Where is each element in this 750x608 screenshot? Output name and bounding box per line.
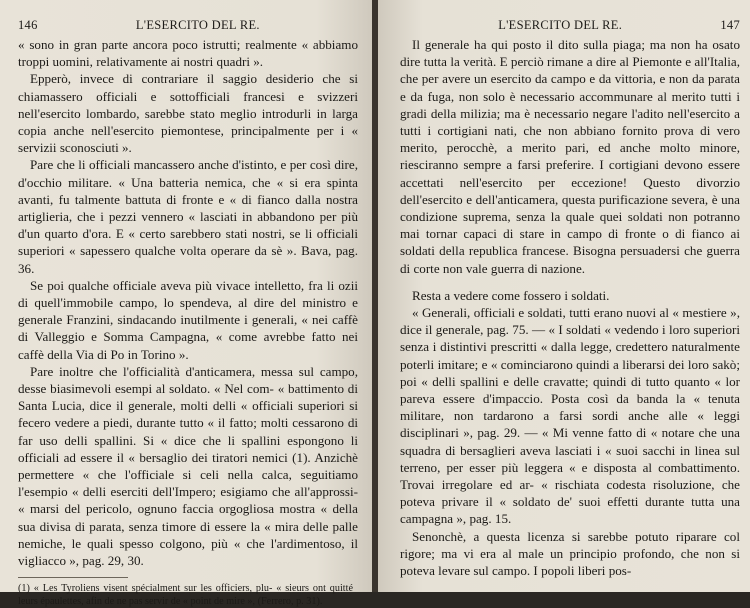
left-page-number: 146	[18, 18, 38, 32]
right-running-title: L'ESERCITO DEL RE.	[498, 18, 623, 32]
left-page-body	[18, 36, 358, 569]
right-page-number: 147	[720, 18, 740, 32]
left-page	[0, 0, 372, 608]
footnote-area	[18, 577, 353, 608]
paragraph: Se poi qualche officiale aveva più vivace intelletto, fra li ozii di quell'immobile campo, lo spendeva, al dire del ministro e generale Franzini, sindacando inutilmente i generali, « nei caffè di Valleggio e Somma Campagna, « come avrebbe fatto nei caffè della Via di Po in Torino ».	[18, 277, 358, 362]
paragraph: Epperò, invece di contrariare il saggio desiderio che si chiamassero officiali e sottofficiali francesi e svizzeri nell'esercito lombardo, sarebbe stato meglio introdurli in larga copia anche nell'esercito piemontese, principalmente per i « servizii sconosciuti ».	[18, 71, 358, 156]
left-running-title: L'ESERCITO DEL RE.	[135, 18, 260, 32]
paragraph: Pare inoltre che l'officialità d'anticamera, messa sul campo, desse biasimevoli esempi al soldato. « Nel com- « battimento di Santa Lucia, dice il generale, molti delli « officiali superiori si fecero vedere a piedi, durante tutto « il fatto; molti cessarono di far uso delli spallini. Si « dice che li spallini espongono li officiali ad essere il « bersaglio dei tiratori nemici (1). Anzichè permettere « che l'officiale si celi nella calca, seguitiamo l'esempio « delli eserciti dell'Impero; esigiamo che all'approssi- « marsi del pericolo, ognuno faccia orgogliosa mostra « della sua divisa di parata, senza timore di essere la « mira delle palle nemiche, le quali spesso colgono, più « che l'ardimentoso, il vigliacco », pag. 29, 30.	[18, 363, 358, 569]
paragraph: Resta a vedere come fossero i soldati.	[412, 287, 610, 303]
paragraph: Pare che li officiali mancassero anche d'istinto, e per così dire, d'occhio militare. « Una batteria nemica, che « si era spinta avanti, fu talmente battuta di fronte e « di fianco dalla nostra artiglieria, che i pezzi vennero « lasciati in abbandono per più d'un quarto d'ora. E « certo sarebbero stati nostri, se li officiali superiori « sapessero qualche volta operare da sè ». Bava, pag. 36.	[18, 157, 358, 276]
paragraph: « sono in gran parte ancora poco istrutti; realmente « abbiamo troppi uomini, relativamente ai nostri quadri ».	[18, 37, 358, 70]
paragraph: Il generale ha qui posto il dito sulla piaga; ma non ha osato dire tutta la verità. E perciò rimane a dire al Piemonte e all'Italia, che per avere un esercito da campo e da vittoria, e non da parata e da fuga, non solo è necessario accommunare al merito tutti i gradi della milizia; ma è necessario negare l'adito nell'esercito a tutti i cortigiani nati, che non abbiano fornito prova di vero merito, perocchè, a merito pari, ed anche molto minore, riesciranno sempre a farsi preferire. I cortigiani devono essere accettati nell'esercito per eccezione! Questo divorzio dell'esercito e dell'anticamera, questa purificazione severa, è una condizione suprema, senza la quale quei soldati non potranno mai tornar capaci di stare in campo di fronte o di fianco ai soldati della republica francese. Bisogna persuadersi che guerra di corte non vale guerra di nazione.	[400, 37, 740, 276]
right-running-head	[400, 18, 740, 33]
right-page-body	[400, 36, 740, 579]
footnote: (1) « Les Tyroliens visent spécialment sur les officiers, plu- « sieurs ont quitté leurs épaulettes, afin de ne pas servir de « point de mire », (Ferrero, p. 31).	[18, 583, 353, 608]
left-running-head	[18, 18, 358, 33]
paragraph: Senonchè, a questa licenza si sarebbe potuto riparare col rigore; ma vi era al male un principio profondo, che non si poteva levare sul campo. I popoli liberi pos-	[400, 528, 740, 579]
paragraph: « Generali, officiali e soldati, tutti erano nuovi al « mestiere », dice il generale, pag. 75. — « I soldati « vedendo i loro superiori senza i distintivi prescritti « dalla legge, credettero naturalmente poterli imitare; e « cominciarono quindi a liberarsi dei loro sakò; poi « delli spallini e delle cravatte; quindi di tutto quanto « lor pareva essere d'impaccio. Posta così da banda la « tenuta militare, non tardarono a farsi sordi anche alle « leggi disciplinari », pag. 29. — « Mi venne fatto di « notare che una squadra di bersaglieri aveva lasciati i « suoi sacchi in linea sul terreno, per esser più leggera « e disposta al combattimento. Trovai irregolare ed ar- « rischiata codesta risoluzione, che poteva privare il « soldato de' suoi effetti durante tutta una campagna », pag. 15.	[400, 305, 740, 527]
right-page	[378, 0, 750, 592]
